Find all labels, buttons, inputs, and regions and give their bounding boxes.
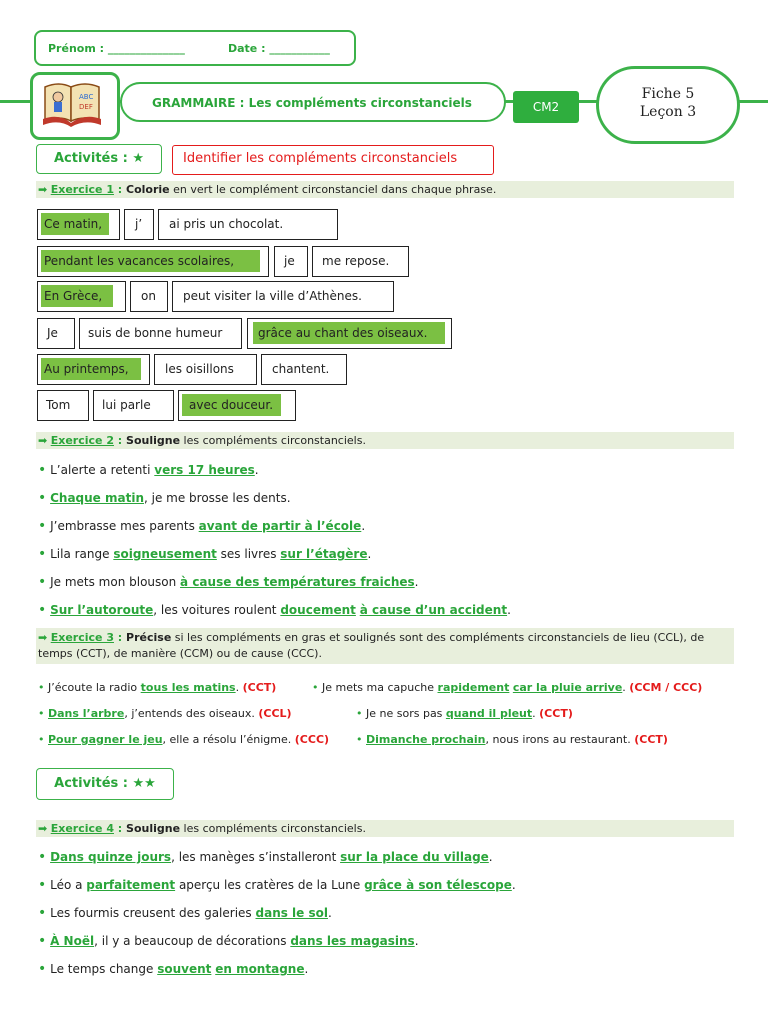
separator: : — [113, 822, 127, 835]
cell-text: suis de bonne humeur — [88, 326, 223, 340]
ex2-sentence: • Je mets mon blouson à cause des températures fraiches. — [38, 574, 419, 590]
cell[interactable] — [312, 246, 409, 277]
cell-text: Tom — [46, 398, 71, 412]
cell-text: j’ — [135, 217, 143, 231]
arrow-icon: ➡ — [38, 434, 48, 447]
cell[interactable] — [158, 209, 338, 240]
cell-cc[interactable] — [37, 209, 120, 240]
cell-text: Pendant les vacances scolaires, — [44, 254, 235, 268]
cell[interactable] — [93, 390, 174, 421]
ex3-sentence: • Je mets ma capuche rapidement car la pluie arrive. (CCM / CCC) — [312, 681, 703, 694]
cell-text: me repose. — [322, 254, 390, 268]
cell-text: avec douceur. — [189, 398, 274, 412]
cell-cc[interactable] — [37, 246, 269, 277]
date-field[interactable]: Date : ___________ — [228, 42, 330, 55]
cell-text: je — [284, 254, 295, 268]
exercise-2-verb: Souligne — [126, 434, 181, 447]
cell-text: les oisillons — [165, 362, 234, 376]
ex2-sentence: • Lila range soigneusement ses livres sur l’étagère. — [38, 546, 372, 562]
ex4-sentence: • Le temps change souvent en montagne. — [38, 961, 309, 977]
fiche-number: Fiche 5 — [641, 86, 695, 102]
ex3-sentence: • Dimanche prochain, nous irons au restaurant. (CCT) — [356, 733, 668, 746]
ex3-sentence: • J’écoute la radio tous les matins. (CCT) — [38, 681, 277, 694]
svg-text:ABC: ABC — [79, 93, 94, 101]
book-icon — [30, 72, 120, 140]
exercise-1-label: Exercice 1 — [50, 183, 114, 196]
ex4-sentence: • Les fourmis creusent des galeries dans le sol. — [38, 905, 332, 921]
cell-cc[interactable] — [37, 354, 150, 385]
arrow-icon: ➡ — [38, 183, 48, 196]
cell-cc[interactable] — [37, 281, 126, 312]
activites-level-2: Activités : ★★ — [36, 768, 174, 800]
separator: : — [113, 434, 127, 447]
cell[interactable] — [79, 318, 242, 349]
separator: : — [113, 631, 127, 644]
name-date-box — [34, 30, 356, 66]
ex4-sentence: • Léo a parfaitement aperçu les cratères de la Lune grâce à son télescope. — [38, 877, 516, 893]
cell[interactable] — [37, 318, 75, 349]
exercise-4-verb: Souligne — [126, 822, 181, 835]
cell[interactable] — [124, 209, 154, 240]
exercise-3-label: Exercice 3 — [50, 631, 114, 644]
objective-box: Identifier les compléments circonstanciels — [172, 145, 494, 175]
cell[interactable] — [172, 281, 394, 312]
ex3-sentence: • Je ne sors pas quand il pleut. (CCT) — [356, 707, 573, 720]
cell-text: lui parle — [102, 398, 151, 412]
cell-text: grâce au chant des oiseaux. — [258, 326, 428, 340]
exercise-4-text: les compléments circonstanciels. — [180, 822, 366, 835]
exercise-1-verb: Colorie — [126, 183, 170, 196]
cell-text: Je — [47, 326, 58, 340]
exercise-1-text: en vert le complément circonstanciel dans chaque phrase. — [169, 183, 497, 196]
exercise-3-instruction — [36, 628, 734, 664]
separator: : — [113, 183, 127, 196]
svg-text:DEF: DEF — [79, 103, 93, 111]
ex2-sentence: • J’embrasse mes parents avant de partir à l’école. — [38, 518, 366, 534]
cell[interactable] — [37, 390, 89, 421]
cell[interactable] — [261, 354, 347, 385]
fiche-badge — [596, 66, 740, 144]
prenom-field[interactable]: Prénom : ______________ — [48, 42, 185, 55]
ex4-sentence: • Dans quinze jours, les manèges s’installeront sur la place du village. — [38, 849, 493, 865]
cell-cc[interactable] — [247, 318, 452, 349]
ex2-sentence: • Sur l’autoroute, les voitures roulent doucement à cause d’un accident. — [38, 602, 511, 618]
arrow-icon: ➡ — [38, 822, 48, 835]
exercise-3-text: si les compléments en gras et soulignés sont des compléments circonstanciels de lieu (CCL), de temps (CCT), de manière (CCM) ou de cause (CCC). — [38, 631, 705, 660]
exercise-4-instruction — [36, 820, 734, 837]
exercise-3-verb: Précise — [126, 631, 172, 644]
exercise-2-label: Exercice 2 — [50, 434, 114, 447]
cell-text: Au printemps, — [44, 362, 129, 376]
lesson-title: GRAMMAIRE : Les compléments circonstanciels — [152, 96, 472, 110]
cell-cc[interactable] — [178, 390, 296, 421]
cell-text: chantent. — [272, 362, 330, 376]
ex4-sentence: • À Noël, il y a beaucoup de décorations dans les magasins. — [38, 933, 419, 949]
cell-text: En Grèce, — [44, 289, 103, 303]
cell-text: on — [141, 289, 156, 303]
cell-text: peut visiter la ville d’Athènes. — [183, 289, 362, 303]
lecon-number: Leçon 3 — [639, 104, 697, 120]
cell-text: Ce matin, — [44, 217, 103, 231]
lesson-title-box — [120, 82, 506, 122]
exercise-2-instruction — [36, 432, 734, 449]
cell[interactable] — [154, 354, 257, 385]
cell[interactable] — [130, 281, 168, 312]
ex3-sentence: • Dans l’arbre, j’entends des oiseaux. (CCL) — [38, 707, 292, 720]
ex2-sentence: • Chaque matin, je me brosse les dents. — [38, 490, 291, 506]
activites-level-1: Activités : ★ — [36, 144, 162, 174]
exercise-4-label: Exercice 4 — [50, 822, 114, 835]
exercise-2-text: les compléments circonstanciels. — [180, 434, 366, 447]
level-badge: CM2 — [513, 91, 579, 123]
exercise-1-instruction — [36, 181, 734, 198]
arrow-icon: ➡ — [38, 631, 48, 644]
cell[interactable] — [274, 246, 308, 277]
ex2-sentence: • L’alerte a retenti vers 17 heures. — [38, 462, 259, 478]
ex3-sentence: • Pour gagner le jeu, elle a résolu l’énigme. (CCC) — [38, 733, 330, 746]
cell-text: ai pris un chocolat. — [169, 217, 284, 231]
